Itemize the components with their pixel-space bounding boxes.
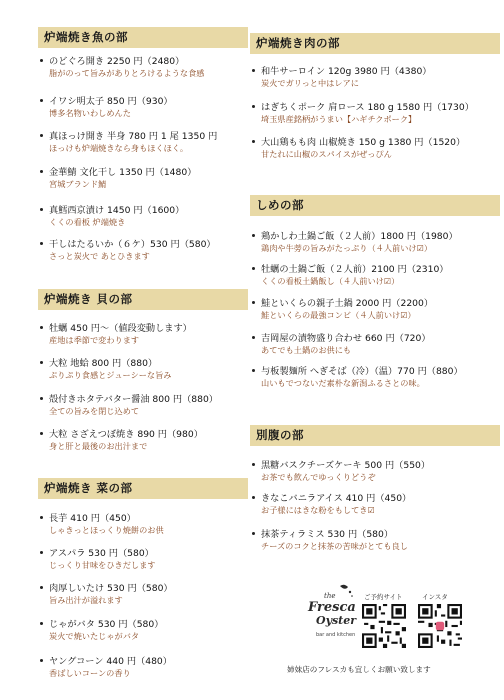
item-name: ヤングコーン 440 円（480） [49, 656, 172, 667]
insta-qr-code[interactable] [418, 604, 462, 648]
bullet-icon [40, 622, 43, 625]
menu-item [40, 239, 248, 262]
item-desc: さっと炭火で あとひきます [49, 251, 150, 261]
section-title: 炉端焼き肉の部 [250, 33, 500, 54]
item-name: 大山鶏もも肉 山椒焼き 150 g 1380 円（1520） [261, 137, 466, 148]
menu-item [40, 167, 248, 190]
item-name: 吉岡屋の漬物盛り合わせ 660 円（720） [261, 333, 431, 344]
item-name: 与板製麺所 へぎそば（冷）（温）770 円（880） [261, 366, 463, 377]
menu-item [40, 56, 248, 79]
bullet-icon [252, 463, 255, 466]
logo-line2: Oyster [316, 614, 357, 627]
bullet-icon [40, 170, 43, 173]
insta-qr-label: インスタ [422, 593, 448, 601]
item-desc: お子様にはきな粉をもしてき☑ [261, 505, 375, 515]
section-title: 別腹の部 [250, 425, 500, 446]
menu-item [252, 493, 500, 516]
item-desc: くくの看板土鍋飯し（４人前いけ☑） [261, 276, 400, 286]
item-name: 抹茶ティラミス 530 円（580） [261, 529, 394, 540]
menu-item [252, 264, 500, 287]
menu-item [40, 429, 248, 452]
bullet-icon [252, 301, 255, 304]
item-name: のどぐろ開き 2250 円（2480） [49, 56, 185, 67]
logo-the: the [324, 592, 336, 600]
bullet-icon [252, 369, 255, 372]
bullet-icon [40, 551, 43, 554]
menu-item [40, 656, 248, 679]
section-title: しめの部 [250, 195, 500, 216]
bullet-icon [40, 326, 43, 329]
bullet-icon [252, 532, 255, 535]
menu-item [252, 231, 500, 254]
item-name: はぎちくポーク 肩ロース 180 g 1580 円（1730） [261, 102, 474, 113]
item-name: きなこバニラアイス 410 円（450） [261, 493, 412, 504]
item-desc: 炭火で焼いたじゃがバタ [49, 631, 140, 641]
fresca-oyster-logo [308, 582, 358, 648]
bullet-icon [252, 140, 255, 143]
item-name: 長芋 410 円（450） [49, 513, 136, 524]
item-name: じゃがバタ 530 円（580） [49, 619, 164, 630]
item-name: 和牛サーロイン 120g 3980 円（4380） [261, 66, 432, 77]
bullet-icon [40, 659, 43, 662]
item-desc: 宮城ブランド鯖 [49, 179, 107, 189]
section-shime [250, 195, 500, 388]
bullet-icon [40, 432, 43, 435]
logo-tagline: bar and kitchen [316, 632, 356, 638]
logo-line1: Fresca [308, 600, 356, 615]
item-desc: 博多名物いわしめんた [49, 108, 131, 118]
item-name: 真ほっけ開き 半身 780 円 1 尾 1350 円 [49, 131, 218, 142]
item-name: 大粒 さざえつぼ焼き 890 円（980） [49, 429, 203, 440]
item-desc: 身と肝と最後のお出汁まで [49, 441, 148, 451]
item-name: アスパラ 530 円（580） [49, 548, 154, 559]
menu-item [252, 137, 500, 160]
section-dessert [250, 425, 500, 551]
item-name: 金華鯖 文化干し 1350 円（1480） [49, 167, 197, 178]
bullet-icon [252, 69, 255, 72]
item-desc: 山いもでつないだ素朴な新潟ふるさとの味。 [261, 378, 425, 388]
bullet-icon [40, 516, 43, 519]
item-name: 殻付きホタテバター醤油 800 円（880） [49, 394, 218, 405]
bullet-icon [252, 336, 255, 339]
menu-item [252, 460, 500, 483]
menu-item [252, 529, 500, 552]
reserve-qr-label: ご予約サイト [364, 593, 403, 601]
menu-item [40, 96, 248, 119]
item-name: 鶏かしわ土鍋ご飯（２人前）1800 円（1980） [261, 231, 458, 242]
bullet-icon [40, 586, 43, 589]
menu-item [40, 548, 248, 571]
item-desc: くくの看板 炉端焼き [49, 217, 126, 227]
item-desc: 旨み出汁が溢れます [49, 595, 123, 605]
item-desc: 産地は季節で変わります [49, 335, 140, 345]
menu-item [40, 131, 248, 154]
bullet-icon [40, 99, 43, 102]
item-name: 大粒 地蛤 800 円（880） [49, 358, 158, 369]
item-desc: お茶でも飲んでゆっくりどうぞ [261, 472, 376, 482]
bullet-icon [252, 234, 255, 237]
section-veg [38, 478, 248, 678]
section-fish [38, 27, 248, 261]
menu-item [252, 102, 500, 125]
footer-note: 姉妹店のフレスカも宜しくお願い致します [287, 665, 431, 674]
item-desc: 鮭といくらの最強コンビ（４人前いけ☑） [261, 310, 416, 320]
menu-item [40, 205, 248, 228]
bullet-icon [252, 105, 255, 108]
item-desc: 炭火でガリっと中はレアに [261, 78, 359, 88]
item-desc: 全ての旨みを閉じ込めて [49, 406, 140, 416]
item-desc: しゃきっとほっくり焼餅のお供 [49, 525, 164, 535]
menu-item [40, 619, 248, 642]
item-name: 真鱈西京漬け 1450 円（1600） [49, 205, 185, 216]
menu-item [40, 323, 248, 346]
menu-item [252, 333, 500, 356]
item-desc: ほっけも炉端焼きなら身もほくほく。 [49, 143, 189, 153]
menu-item [40, 583, 248, 606]
menu-item [252, 66, 500, 89]
menu-item [40, 394, 248, 417]
section-title: 炉端焼き魚の部 [38, 27, 248, 48]
item-name: 鮭といくらの親子土鍋 2000 円（2200） [261, 298, 434, 309]
bullet-icon [252, 496, 255, 499]
item-desc: あてでも土鍋のお供にも [261, 345, 352, 355]
item-desc: 脂がのって旨みがありとろけるような食感 [49, 68, 205, 78]
item-desc: チーズのコクと抹茶の苦味がとても良し [261, 541, 408, 551]
bullet-icon [40, 242, 43, 245]
section-meat [250, 33, 500, 159]
item-desc: じっくり甘味をひきだします [49, 560, 156, 570]
item-name: 黒糖バスクチーズケーキ 500 円（550） [261, 460, 431, 471]
item-name: 牡蠣の土鍋ご飯（２人前）2100 円（2310） [261, 264, 449, 275]
bullet-icon [40, 361, 43, 364]
item-desc: 香ばしいコーンの香り [49, 668, 131, 678]
section-title: 炉端焼き 貝の部 [38, 289, 248, 310]
item-desc: 埼玉県産銘柄がうまい【ハギチクポーク】 [261, 114, 417, 124]
menu-item [252, 298, 500, 321]
item-name: 肉厚しいたけ 530 円（580） [49, 583, 173, 594]
item-desc: ぷりぷり食感とジューシーな旨み [49, 370, 172, 380]
item-name: 干しはたるいか（６ケ）530 円（580） [49, 239, 216, 250]
item-name: 牡蠣 450 円～（値段変動します） [49, 323, 192, 334]
reserve-qr-code[interactable] [362, 604, 406, 648]
menu-item [40, 358, 248, 381]
section-title: 炉端焼き 菜の部 [38, 478, 248, 499]
bullet-icon [40, 134, 43, 137]
item-desc: 鶏肉や牛蒡の旨みがたっぷり（４人前いけ☑） [261, 243, 433, 253]
bullet-icon [40, 397, 43, 400]
bullet-icon [252, 267, 255, 270]
menu-item [40, 513, 248, 536]
item-name: イワシ明太子 850 円（930） [49, 96, 173, 107]
bullet-icon [40, 59, 43, 62]
item-desc: 甘たれに山椒のスパイスがぜっぴん [261, 149, 392, 159]
section-shell [38, 289, 248, 451]
menu-item [252, 366, 500, 389]
bullet-icon [40, 208, 43, 211]
